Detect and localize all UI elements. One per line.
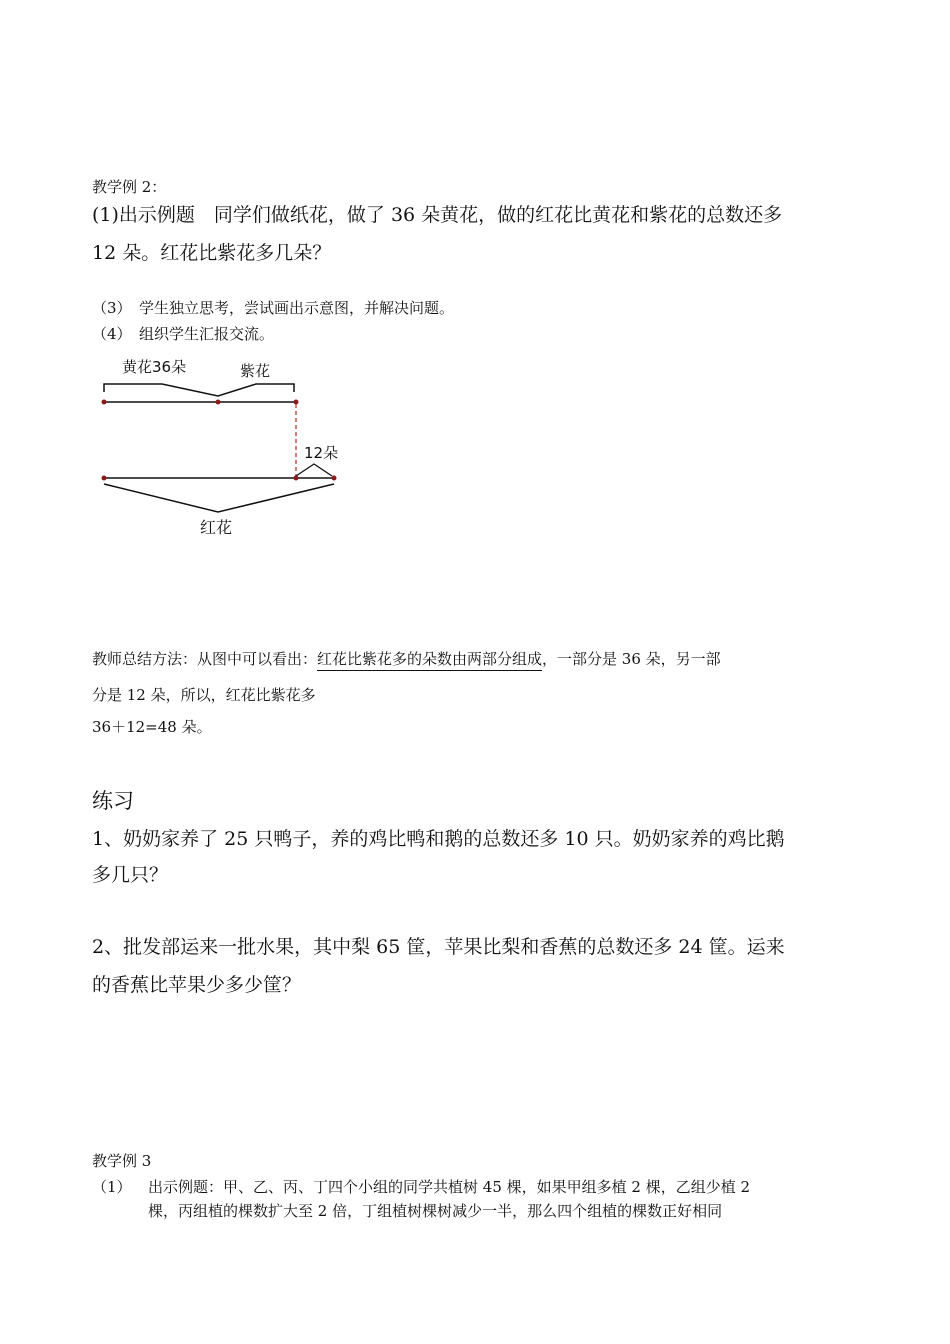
example3-line1: 出示例题：甲、乙、丙、丁四个小组的同学共植树 45 棵，如果甲组多植 2 棵，乙组少植 2 bbox=[148, 1178, 751, 1196]
example3-line2: 棵，丙组植的棵数扩大至 2 倍，丁组植树棵树减少一半，那么四个组植的棵数正好相同 bbox=[148, 1202, 723, 1220]
example2-step4: （4） 组织学生汇报交流。 bbox=[92, 325, 275, 343]
summary-line2: 分是 12 朵，所以，红花比紫花多 bbox=[92, 686, 316, 704]
dot-top-end bbox=[294, 400, 299, 405]
practice-q2-line2: 的香蕉比苹果少多少筐？ bbox=[92, 974, 302, 996]
label-12: 12朵 bbox=[304, 444, 339, 462]
dot-bottom-end bbox=[332, 476, 337, 481]
dot-top-start bbox=[102, 400, 107, 405]
summary-underlined: 红花比紫花多的朵数由两部分组成 bbox=[317, 650, 542, 671]
dot-top-mid bbox=[216, 400, 221, 405]
example2-heading: 教学例 2： bbox=[92, 178, 167, 196]
practice-title: 练习 bbox=[92, 789, 134, 813]
example2-problem-line1: (1)出示例题 同学们做纸花，做了 36 朵黄花，做的红花比黄花和紫花的总数还多 bbox=[92, 204, 783, 226]
example3-item-number: （1） bbox=[92, 1178, 132, 1196]
practice-q2-line1: 2、批发部运来一批水果，其中梨 65 筐，苹果比梨和香蕉的总数还多 24 筐。运来 bbox=[92, 936, 785, 958]
dot-bottom-mid bbox=[294, 476, 299, 481]
line-segment-diagram bbox=[0, 0, 950, 560]
summary-suffix: ，一部分是 36 朵，另一部 bbox=[542, 650, 721, 668]
example3-heading: 教学例 3 bbox=[92, 1152, 152, 1170]
practice-q1-line2: 多几只？ bbox=[92, 864, 169, 886]
summary-line3: 36＋12=48 朵。 bbox=[92, 718, 212, 736]
brace-12 bbox=[296, 464, 332, 476]
example2-problem-line2: 12 朵。红花比紫花多几朵？ bbox=[92, 242, 332, 264]
example2-step3: （3） 学生独立思考，尝试画出示意图，并解决问题。 bbox=[92, 299, 455, 317]
summary-prefix: 教师总结方法：从图中可以看出： bbox=[92, 650, 318, 668]
label-yellow-flowers: 黄花36朵 bbox=[122, 358, 187, 376]
brace-bottom bbox=[104, 484, 334, 512]
label-purple-flowers: 紫花 bbox=[240, 362, 271, 380]
summary-line1 bbox=[92, 648, 721, 669]
label-red-flowers: 红花 bbox=[200, 518, 233, 537]
brace-top bbox=[104, 384, 294, 396]
practice-q1-line1: 1、奶奶家养了 25 只鸭子，养的鸡比鸭和鹅的总数还多 10 只。奶奶家养的鸡比鹅 bbox=[92, 828, 785, 850]
dot-bottom-start bbox=[102, 476, 107, 481]
